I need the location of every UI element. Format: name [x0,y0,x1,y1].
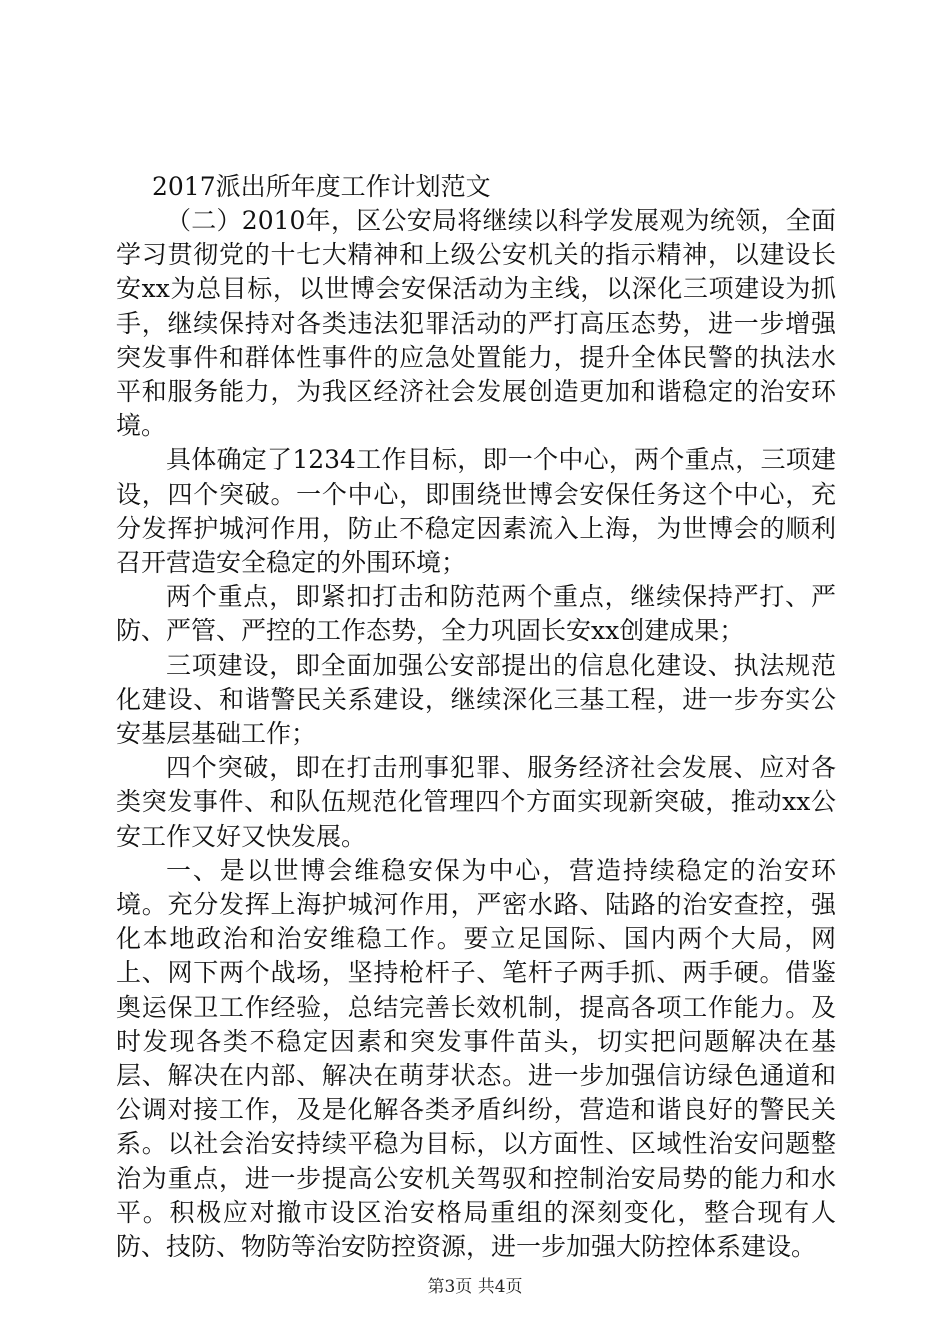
paragraph-section-one: 一、是以世博会维稳安保为中心，营造持续稳定的治安环境。充分发挥上海护城河作用，严密水路、陆路的治安查控，强化本地政治和治安维稳工作。要立足国际、国内两个大局，网上、网下两个战场，坚持枪杆子、笔杆子两手抓、两手硬。借鉴奥运保卫工作经验，总结完善长效机制，提高各项工作能力。及时发现各类不稳定因素和突发事件苗头，切实把问题解决在基层、解决在内部、解决在萌芽状态。进一步加强信访绿色通道和公调对接工作，及是化解各类矛盾纠纷，营造和谐良好的警民关系。以社会治安持续平稳为目标，以方面性、区域性治安问题整治为重点，进一步提高公安机关驾驭和控制治安局势的能力和水平。积极应对撤市设区治安格局重组的深刻变化，整合现有人防、技防、物防等治安防控资源，进一步加强大防控体系建设。 [116,855,836,1262]
document-title: 2017派出所年度工作计划范文 [152,172,491,201]
paragraph-intro: （二）2010年，区公安局将继续以科学发展观为统领，全面学习贯彻党的十七大精神和上级公安机关的指示精神，以建设长安xx为总目标，以世博会安保活动为主线，以深化三项建设为抓手，继续保持对各类违法犯罪活动的严打高压态势，进一步增强突发事件和群体性事件的应急处置能力，提升全体民警的执法水平和服务能力，为我区经济社会发展创造更加和谐稳定的治安环境。 [116,206,836,441]
document-body [116,170,836,1264]
paragraph-four-breakthroughs: 四个突破，即在打击刑事犯罪、服务经济社会发展、应对各类突发事件、和队伍规范化管理四个方面实现新突破，推动xx公安工作又好又快发展。 [116,753,836,851]
paragraph-two-priorities: 两个重点，即紧扣打击和防范两个重点，继续保持严打、严防、严管、严控的工作态势，全力巩固长安xx创建成果； [116,582,836,646]
paragraph-three-constructions: 三项建设，即全面加强公安部提出的信息化建设、执法规范化建设、和谐警民关系建设，继续深化三基工程，进一步夯实公安基层基础工作； [116,650,836,749]
page-number-footer: 第3页 共4页 [427,1277,523,1297]
paragraph-goals: 具体确定了1234工作目标，即一个中心，两个重点，三项建设，四个突破。一个中心，即围绕世博会安保任务这个中心，充分发挥护城河作用，防止不稳定因素流入上海，为世博会的顺利召开营造安全稳定的外围环境； [116,445,836,578]
